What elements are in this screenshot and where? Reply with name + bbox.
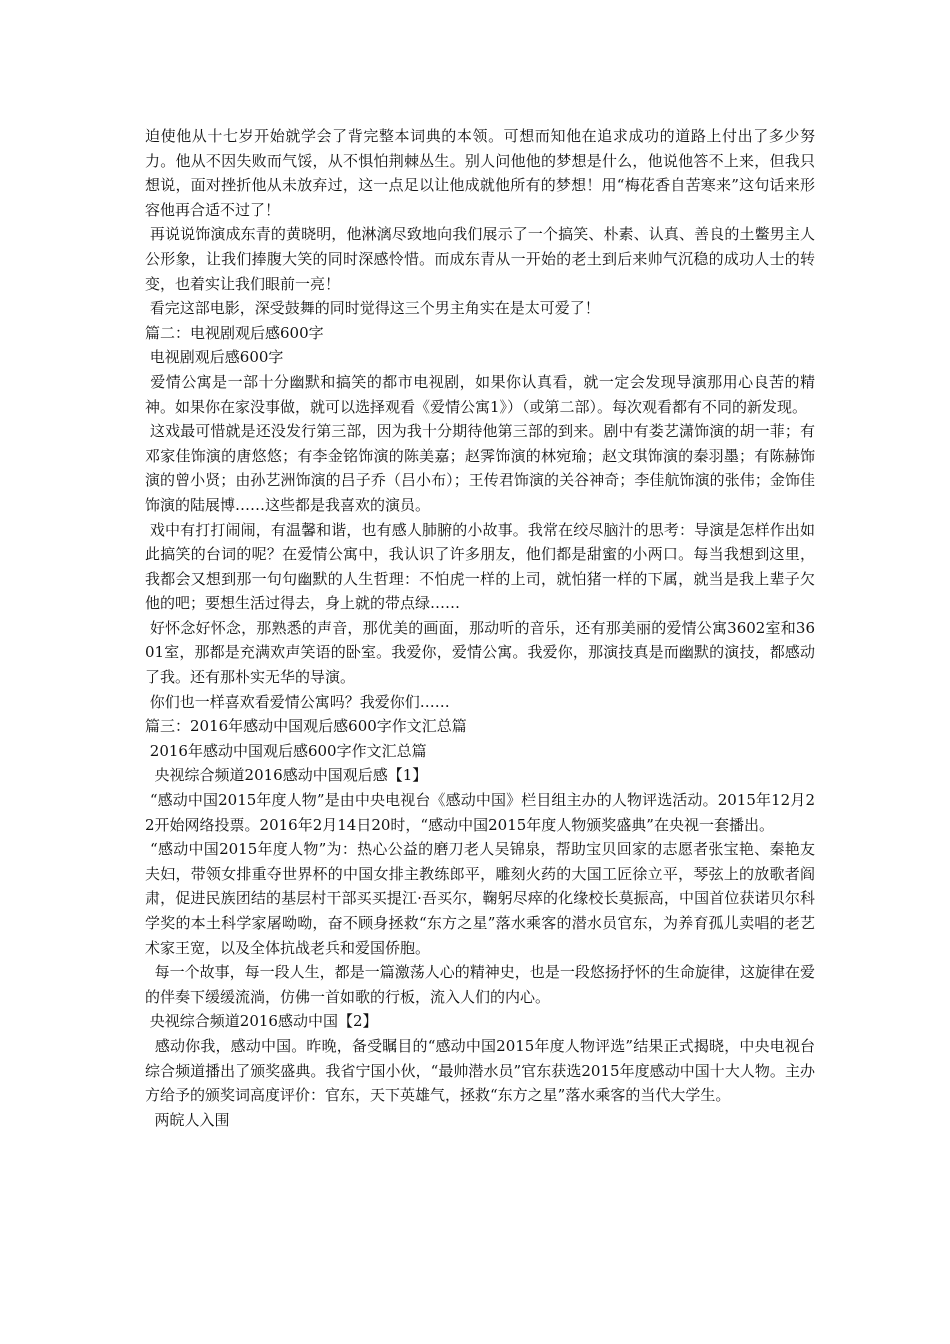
paragraph: 两皖人入围 xyxy=(145,1110,230,1129)
section-heading: 篇二：电视剧观后感600字 xyxy=(145,323,324,342)
paragraph: 你们也一样喜欢看爱情公寓吗？我爱你们…… xyxy=(145,692,450,711)
article-heading: 央视综合频道2016感动中国【2】 xyxy=(145,1012,378,1031)
section-subheading: 2016年感动中国观后感600字作文汇总篇 xyxy=(145,741,427,760)
paragraph: 再说说饰演成东青的黄晓明，他淋漓尽致地向我们展示了一个搞笑、朴素、认真、善良的土鳖男主人公形象，让我们捧腹大笑的同时深感怜惜。而成东青从一开始的老土到后来帅气沉稳的成功人士的转变，也着实让我们眼前一亮！ xyxy=(145,225,815,293)
document-page xyxy=(145,124,815,1132)
paragraph: 每一个故事，每一段人生，都是一篇激荡人心的精神史，也是一段悠扬抒怀的生命旋律，这旋律在爱的伴奏下缓缓流淌，仿佛一首如歌的行板，流入人们的内心。 xyxy=(145,963,815,1006)
paragraph: “感动中国2015年度人物”为：热心公益的磨刀老人吴锦泉，帮助宝贝回家的志愿者张宝艳、秦艳友夫妇，带领女排重夺世界杯的中国女排主教练郎平，雕刻火药的大国工匠徐立平，琴弦上的放歌者阎肃，促进民族团结的基层村干部买买提江·吾买尔，鞠躬尽瘁的化缘校长莫振高，中国首位获诺贝尔科学奖的本土科学家屠呦呦，奋不顾身拯救“东方之星”落水乘客的潜水员官东，为养育孤儿卖唱的老艺术家王宽，以及全体抗战老兵和爱国侨胞。 xyxy=(145,840,815,957)
section-heading: 篇三：2016年感动中国观后感600字作文汇总篇 xyxy=(145,717,467,736)
paragraph: 迫使他从十七岁开始就学会了背完整本词典的本领。可想而知他在追求成功的道路上付出了多少努力。他从不因失败而气馁，从不惧怕荆棘丛生。别人问他他的梦想是什么，他说他答不上来，但我只想说，面对挫折他从未放弃过，这一点足以让他成就他所有的梦想！用“梅花香自苦寒来”这句话来形容他再合适不过了！ xyxy=(145,127,815,219)
paragraph: 这戏最可惜就是还没发行第三部，因为我十分期待他第三部的到来。剧中有娄艺潇饰演的胡一菲；有邓家佳饰演的唐悠悠；有李金铭饰演的陈美嘉；赵霁饰演的林宛瑜；赵文琪饰演的秦羽墨；有陈赫饰演的曾小贤；由孙艺洲饰演的吕子乔（吕小布）；王传君饰演的关谷神奇；李佳航饰演的张伟；金饰佳饰演的陆展博……这些都是我喜欢的演员。 xyxy=(145,422,815,514)
paragraph: 看完这部电影，深受鼓舞的同时觉得这三个男主角实在是太可爱了！ xyxy=(145,299,600,318)
paragraph: 感动你我，感动中国。昨晚，备受瞩目的“感动中国2015年度人物评选”结果正式揭晓，中央电视台综合频道播出了颁奖盛典。我省宁国小伙，“最帅潜水员”官东获选2015年度感动中国十大人物。主办方给予的颁奖词高度评价：官东，天下英雄气，拯救“东方之星”落水乘客的当代大学生。 xyxy=(145,1036,815,1105)
article-heading: 央视综合频道2016感动中国观后感【1】 xyxy=(145,766,428,785)
section-subheading: 电视剧观后感600字 xyxy=(145,348,284,367)
paragraph: 好怀念好怀念，那熟悉的声音，那优美的画面，那动听的音乐，还有那美丽的爱情公寓3602室和3601室，那都是充满欢声笑语的卧室。我爱你，爱情公寓。我爱你，那演技真是而幽默的演技，都感动了我。还有那朴实无华的导演。 xyxy=(145,618,815,687)
paragraph: 戏中有打打闹闹，有温馨和谐，也有感人肺腑的小故事。我常在绞尽脑汁的思考：导演是怎样作出如此搞笑的台词的呢？在爱情公寓中，我认识了许多朋友，他们都是甜蜜的小两口。每当我想到这里，我都会又想到那一句句幽默的人生哲理：不怕虎一样的上司，就怕猪一样的下属，就当是我上辈子欠他的吧；要想生活过得去，身上就的带点绿…… xyxy=(145,520,815,613)
paragraph: “感动中国2015年度人物”是由中央电视台《感动中国》栏目组主办的人物评选活动。2015年12月22开始网络投票。2016年2月14日20时，“感动中国2015年度人物颁奖盛典”在央视一套播出。 xyxy=(145,791,815,834)
paragraph: 爱情公寓是一部十分幽默和搞笑的都市电视剧，如果你认真看，就一定会发现导演那用心良苦的精神。如果你在家没事做，就可以选择观看《爱情公寓1》）（或第二部）。每次观看都有不同的新发现。 xyxy=(145,372,815,416)
